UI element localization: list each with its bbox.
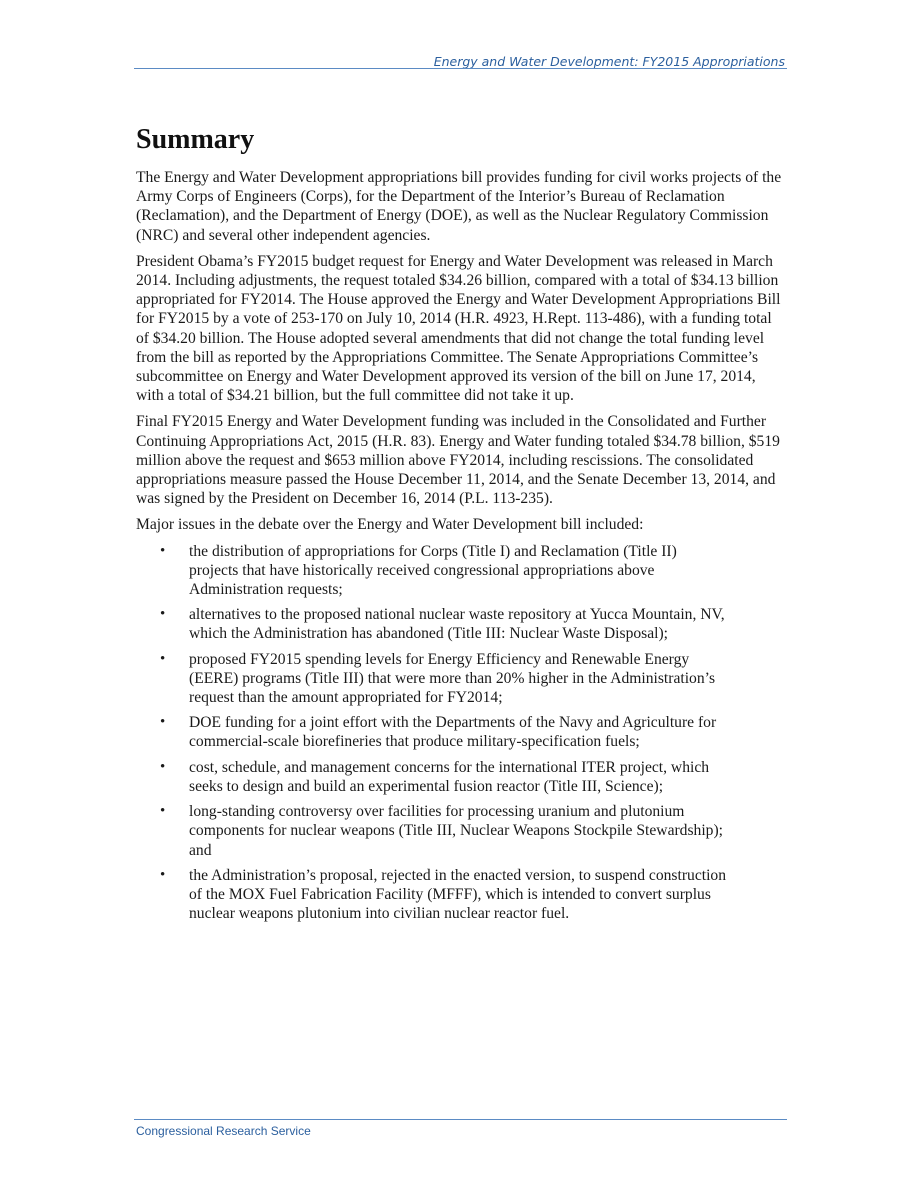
bullet-icon: • — [160, 542, 166, 559]
bullet-icon: • — [160, 866, 166, 883]
list-item-text: cost, schedule, and management concerns for the international ITER project, which seeks to design and build an experimental fusion reactor (Title III, Science); — [189, 758, 710, 795]
list-item — [160, 866, 786, 924]
list-item — [160, 542, 786, 600]
list-item-text: the Administration’s proposal, rejected in the enacted version, to suspend construction of the MOX Fuel Fabrication Facility (MFFF), which is intended to convert surplus nuclear weapons plutonium into civilian nuclear reactor fuel. — [189, 866, 726, 923]
bullet-icon: • — [160, 758, 166, 775]
issues-list — [136, 542, 786, 924]
list-item-text: the distribution of appropriations for Corps (Title I) and Reclamation (Title II) projects that have historically received congressional appropriations above Administration requests; — [189, 542, 677, 599]
list-item — [160, 758, 786, 796]
header-divider — [134, 68, 787, 69]
paragraph-intro: The Energy and Water Development appropriations bill provides funding for civil works projects of the Army Corps of Engineers (Corps), for the Department of the Interior’s Bureau of Reclamation (Reclamation), and the Department of Energy (DOE), as well as the Nuclear Regulatory Commission (NRC) and several other independent agencies. — [136, 169, 782, 244]
list-item — [160, 802, 786, 860]
list-item-text: long-standing controversy over facilities for processing uranium and plutonium components for nuclear weapons (Title III, Nuclear Weapons Stockpile Stewardship); and — [189, 803, 723, 859]
footer-divider — [134, 1119, 787, 1120]
section-heading: Summary — [136, 124, 255, 155]
running-header-title: Energy and Water Development: FY2015 Appropriations — [433, 54, 785, 69]
list-item-text: proposed FY2015 spending levels for Energy Efficiency and Renewable Energy (EERE) programs (Title III) that were more than 20% higher in the Administration’s request than the amount appropriated for FY2014; — [189, 650, 716, 707]
bullet-icon: • — [160, 803, 166, 820]
bullet-icon: • — [160, 606, 166, 623]
list-item — [160, 605, 786, 643]
list-item — [160, 650, 786, 708]
bullet-icon: • — [160, 714, 166, 731]
page-body — [136, 122, 786, 929]
list-item — [160, 713, 786, 751]
paragraph-final-funding: Final FY2015 Energy and Water Development funding was included in the Consolidated and Further Continuing Appropriations Act, 2015 (H.R. 83). Energy and Water funding totaled $34.78 billion, $519 million above the request and $653 million above FY2014, including rescissions. The consolidated appropriations measure passed the House December 11, 2014, and the Senate December 13, 2014, and was signed by the President on December 16, 2014 (P.L. 113-235). — [136, 413, 780, 508]
list-item-text: alternatives to the proposed national nuclear waste repository at Yucca Mountain, NV, which the Administration has abandoned (Title III: Nuclear Waste Disposal); — [189, 606, 725, 643]
footer-publisher: Congressional Research Service — [136, 1124, 311, 1138]
paragraph-budget-request: President Obama’s FY2015 budget request for Energy and Water Development was released in March 2014. Including adjustments, the request totaled $34.26 billion, compared with a total of $34.13 billion appropriated for FY2014. The House approved the Energy and Water Development Appropriations Bill for FY2015 by a vote of 253-170 on July 10, 2014 (H.R. 4923, H.Rept. 113-486), with a funding total of $34.20 billion. The House adopted several amendments that did not change the total funding level from the bill as reported by the Appropriations Committee. The Senate Appropriations Committee’s subcommittee on Energy and Water Development approved its version of the bill on June 17, 2014, with a total of $34.21 billion, but the full committee did not take it up. — [136, 252, 781, 405]
paragraph-issues-intro: Major issues in the debate over the Energy and Water Development bill included: — [136, 516, 644, 534]
bullet-icon: • — [160, 650, 166, 667]
list-item-text: DOE funding for a joint effort with the Departments of the Navy and Agriculture for commercial-scale biorefineries that produce military-specification fuels; — [189, 714, 717, 751]
